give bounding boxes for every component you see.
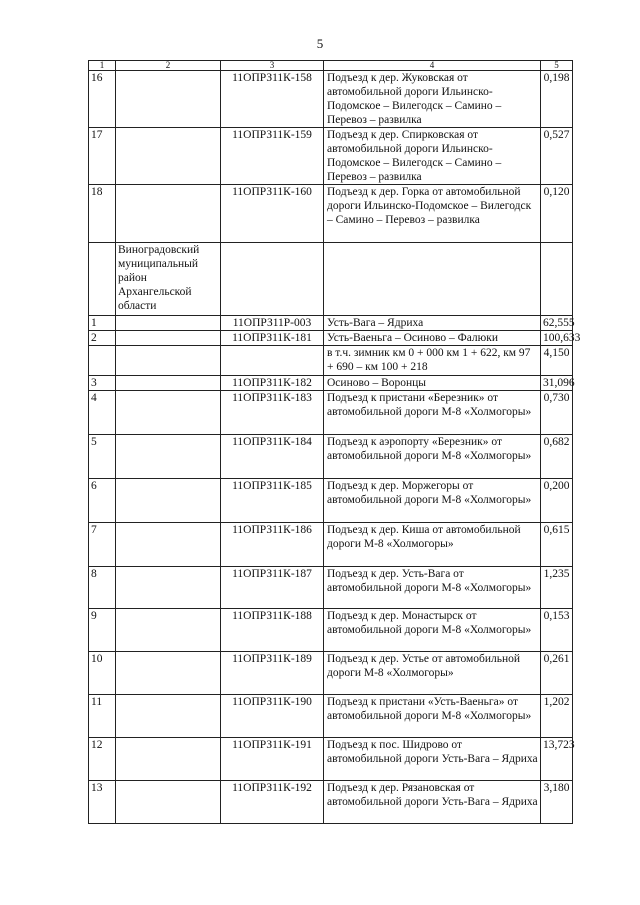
page-number: 5 <box>316 36 324 51</box>
road-description-cell: Подъезд к дер. Жуковская от автомобильной дороги Ильинско-Подомское – Вилегодск – Самино – Перевоз – развилка <box>324 71 541 128</box>
length-km-cell: 0,527 <box>541 128 573 185</box>
district-cell <box>116 71 221 128</box>
road-description-cell: Осиново – Воронцы <box>324 376 541 391</box>
length-km-cell: 31,096 <box>541 376 573 391</box>
table-row <box>89 652 573 695</box>
district-cell <box>116 695 221 738</box>
length-km-cell: 3,180 <box>541 781 573 824</box>
row-number-cell: 11 <box>89 695 116 738</box>
table-row <box>89 243 573 316</box>
road-code-cell: 11ОПРЗ11К-158 <box>221 71 324 128</box>
table-row <box>89 738 573 781</box>
row-number-cell <box>89 243 116 316</box>
road-description-cell: Подъезд к пристани «Березник» от автомобильной дороги М-8 «Холмогоры» <box>324 391 541 435</box>
table-row <box>89 391 573 435</box>
table-row <box>89 346 573 376</box>
road-description-cell: в т.ч. зимник км 0 + 000 км 1 + 622, км 97 + 690 – км 100 + 218 <box>324 346 541 376</box>
road-code-cell: 11ОПРЗ11К-188 <box>221 609 324 652</box>
district-cell <box>116 331 221 346</box>
road-description-cell: Усть-Вага – Ядриха <box>324 316 541 331</box>
length-km-cell <box>541 243 573 316</box>
length-km-cell: 0,615 <box>541 523 573 567</box>
row-number-cell <box>89 346 116 376</box>
road-description-cell: Подъезд к пос. Шидрово от автомобильной дороги Усть-Вага – Ядриха <box>324 738 541 781</box>
road-code-cell: 11ОПРЗ11К-183 <box>221 391 324 435</box>
road-description-cell: Усть-Ваеньга – Осиново – Фалюки <box>324 331 541 346</box>
road-description-cell: Подъезд к дер. Рязановская от автомобильной дороги Усть-Вага – Ядриха <box>324 781 541 824</box>
length-km-cell: 0,198 <box>541 71 573 128</box>
header-cell-3: 3 <box>221 61 324 71</box>
district-cell: Виноградовский муниципальный район Архангельской области <box>116 243 221 316</box>
road-code-cell: 11ОПРЗ11К-160 <box>221 185 324 243</box>
road-description-cell: Подъезд к аэропорту «Березник» от автомобильной дороги М-8 «Холмогоры» <box>324 435 541 479</box>
road-code-cell: 11ОПРЗ11К-190 <box>221 695 324 738</box>
length-km-cell: 0,682 <box>541 435 573 479</box>
row-number-cell: 9 <box>89 609 116 652</box>
header-cell-4: 4 <box>324 61 541 71</box>
row-number-cell: 6 <box>89 479 116 523</box>
length-km-cell: 1,202 <box>541 695 573 738</box>
row-number-cell: 12 <box>89 738 116 781</box>
road-description-cell: Подъезд к дер. Киша от автомобильной дороги М-8 «Холмогоры» <box>324 523 541 567</box>
length-km-cell: 0,200 <box>541 479 573 523</box>
row-number-cell: 10 <box>89 652 116 695</box>
table-row <box>89 71 573 128</box>
table-row <box>89 523 573 567</box>
roads-table <box>88 60 581 824</box>
header-cell-1: 1 <box>89 61 116 71</box>
district-cell <box>116 781 221 824</box>
row-number-cell: 2 <box>89 331 116 346</box>
header-cell-5: 5 <box>541 61 573 71</box>
road-description-cell <box>324 243 541 316</box>
length-km-cell: 1,235 <box>541 567 573 609</box>
row-number-cell: 4 <box>89 391 116 435</box>
road-code-cell: 11ОПРЗ11Р-003 <box>221 316 324 331</box>
length-km-cell: 4,150 <box>541 346 573 376</box>
road-code-cell <box>221 346 324 376</box>
table-header-row <box>89 61 573 71</box>
road-code-cell: 11ОПРЗ11К-189 <box>221 652 324 695</box>
road-code-cell: 11ОПРЗ11К-185 <box>221 479 324 523</box>
table-row <box>89 331 573 346</box>
district-cell <box>116 523 221 567</box>
row-number-cell: 16 <box>89 71 116 128</box>
length-km-cell: 0,730 <box>541 391 573 435</box>
length-km-cell: 13,723 <box>541 738 573 781</box>
header-cell-2: 2 <box>116 61 221 71</box>
length-km-cell: 62,555 <box>541 316 573 331</box>
table-row <box>89 781 573 824</box>
road-code-cell: 11ОПРЗ11К-184 <box>221 435 324 479</box>
district-cell <box>116 185 221 243</box>
row-number-cell: 18 <box>89 185 116 243</box>
road-code-cell: 11ОПРЗ11К-181 <box>221 331 324 346</box>
table-row <box>89 695 573 738</box>
district-cell <box>116 479 221 523</box>
table-row <box>89 609 573 652</box>
length-km-cell: 0,153 <box>541 609 573 652</box>
road-code-cell: 11ОПРЗ11К-187 <box>221 567 324 609</box>
length-km-cell: 100,633 <box>541 331 573 346</box>
road-description-cell: Подъезд к дер. Спирковская от автомобильной дороги Ильинско-Подомское – Вилегодск – Самино – Перевоз – развилка <box>324 128 541 185</box>
table-row <box>89 435 573 479</box>
length-km-cell: 0,120 <box>541 185 573 243</box>
row-number-cell: 13 <box>89 781 116 824</box>
table-row <box>89 185 573 243</box>
table-row <box>89 128 573 185</box>
road-description-cell: Подъезд к дер. Моржегоры от автомобильной дороги М-8 «Холмогоры» <box>324 479 541 523</box>
road-code-cell: 11ОПРЗ11К-186 <box>221 523 324 567</box>
district-cell <box>116 376 221 391</box>
road-code-cell: 11ОПРЗ11К-159 <box>221 128 324 185</box>
row-number-cell: 1 <box>89 316 116 331</box>
table-row <box>89 316 573 331</box>
district-cell <box>116 435 221 479</box>
district-cell <box>116 609 221 652</box>
row-number-cell: 3 <box>89 376 116 391</box>
district-cell <box>116 652 221 695</box>
road-description-cell: Подъезд к пристани «Усть-Ваеньга» от автомобильной дороги М-8 «Холмогоры» <box>324 695 541 738</box>
road-code-cell <box>221 243 324 316</box>
row-number-cell: 5 <box>89 435 116 479</box>
road-code-cell: 11ОПРЗ11К-191 <box>221 738 324 781</box>
table-row <box>89 376 573 391</box>
district-cell <box>116 346 221 376</box>
table-row <box>89 479 573 523</box>
district-cell <box>116 738 221 781</box>
road-code-cell: 11ОПРЗ11К-182 <box>221 376 324 391</box>
road-description-cell: Подъезд к дер. Монастырск от автомобильной дороги М-8 «Холмогоры» <box>324 609 541 652</box>
row-number-cell: 17 <box>89 128 116 185</box>
road-description-cell: Подъезд к дер. Устье от автомобильной дороги М-8 «Холмогоры» <box>324 652 541 695</box>
road-description-cell: Подъезд к дер. Усть-Вага от автомобильной дороги М-8 «Холмогоры» <box>324 567 541 609</box>
row-number-cell: 8 <box>89 567 116 609</box>
table-row <box>89 567 573 609</box>
district-cell <box>116 567 221 609</box>
district-cell <box>116 128 221 185</box>
length-km-cell: 0,261 <box>541 652 573 695</box>
road-code-cell: 11ОПРЗ11К-192 <box>221 781 324 824</box>
row-number-cell: 7 <box>89 523 116 567</box>
district-cell <box>116 316 221 331</box>
district-cell <box>116 391 221 435</box>
road-description-cell: Подъезд к дер. Горка от автомобильной дороги Ильинско-Подомское – Вилегодск – Самино – Перевоз – развилка <box>324 185 541 243</box>
